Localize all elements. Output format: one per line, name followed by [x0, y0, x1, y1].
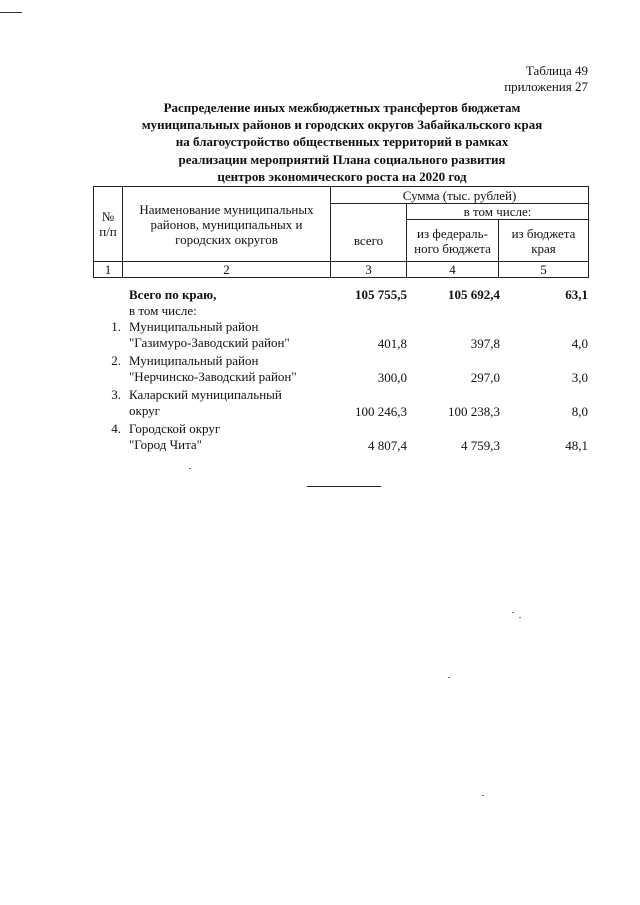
row-regional: 8,0	[571, 404, 588, 419]
header-federal: из федераль-ного бюджета	[407, 220, 499, 262]
title-line: реализации мероприятий Плана социального развития	[178, 151, 506, 167]
including-label: в том числе:	[129, 303, 197, 318]
row-total: 300,0	[377, 370, 407, 385]
row-name-line2: "Нерчинско-Заводский район"	[129, 369, 297, 384]
table-number: Таблица 49	[525, 63, 588, 78]
header-num: № п/п	[94, 187, 123, 262]
title-line: муниципальных районов и городских округов Забайкальского края	[141, 117, 543, 133]
title-line: Распределение иных межбюджетных трансфертов бюджетам	[163, 100, 521, 115]
header-total: всего	[331, 220, 407, 262]
scan-speck	[482, 795, 484, 796]
row-name-line1: Каларский муниципальный	[129, 387, 282, 402]
row-name	[129, 319, 329, 351]
row-federal: 397,8	[470, 336, 500, 351]
row-name-line2: "Газимуро-Заводский район"	[129, 335, 290, 350]
table-row	[93, 319, 588, 353]
total-regional: 63,1	[565, 287, 588, 302]
row-number: 3.	[111, 387, 121, 402]
header-name: Наименование муниципальных районов, муниципальных и городских округов	[123, 187, 331, 262]
col-number: 4	[407, 262, 499, 278]
header-regional: из бюджета края	[499, 220, 589, 262]
scan-speck	[448, 677, 450, 678]
row-regional: 4,0	[571, 336, 588, 351]
end-divider	[307, 486, 381, 487]
row-federal: 100 238,3	[448, 404, 500, 419]
row-total: 4 807,4	[368, 438, 407, 453]
row-name-line1: Муниципальный район	[129, 319, 259, 334]
total-name: Всего по краю,	[129, 287, 217, 302]
row-name	[129, 353, 329, 385]
total-federal: 105 692,4	[448, 287, 500, 302]
table-body	[93, 287, 588, 455]
row-name-line1: Городской округ	[129, 421, 221, 436]
row-number: 1.	[111, 319, 121, 334]
document-title	[100, 99, 584, 185]
table-row	[93, 353, 588, 387]
col-number: 2	[123, 262, 331, 278]
scan-speck	[519, 617, 521, 618]
row-federal: 4 759,3	[461, 438, 500, 453]
title-line: центров экономического роста на 2020 год	[217, 168, 467, 184]
row-name-line1: Муниципальный район	[129, 353, 259, 368]
header-including: в том числе:	[407, 204, 589, 220]
row-total: 401,8	[377, 336, 407, 351]
total-sum: 105 755,5	[355, 287, 407, 302]
col-number: 3	[331, 262, 407, 278]
col-number: 5	[499, 262, 589, 278]
header-sum: Сумма (тыс. рублей)	[331, 187, 589, 204]
row-name	[129, 387, 329, 419]
including-row	[93, 303, 588, 319]
row-regional: 3,0	[571, 370, 588, 385]
row-regional: 48,1	[565, 438, 588, 453]
scan-speck	[189, 468, 191, 469]
table-row	[93, 421, 588, 455]
scan-speck	[512, 612, 514, 613]
row-number: 4.	[111, 421, 121, 436]
row-name	[129, 421, 329, 453]
page-corner-mark	[0, 12, 22, 13]
table-header	[93, 186, 589, 278]
row-name-line2: округ	[129, 403, 160, 418]
total-row	[93, 287, 588, 303]
appendix-number: приложения 27	[504, 79, 588, 94]
row-number: 2.	[111, 353, 121, 368]
row-federal: 297,0	[470, 370, 500, 385]
title-line: на благоустройство общественных территорий в рамках	[175, 134, 509, 150]
row-total: 100 246,3	[355, 404, 407, 419]
col-number: 1	[94, 262, 123, 278]
header-total-top	[331, 204, 407, 220]
row-name-line2: "Город Чита"	[129, 437, 202, 452]
table-row	[93, 387, 588, 421]
